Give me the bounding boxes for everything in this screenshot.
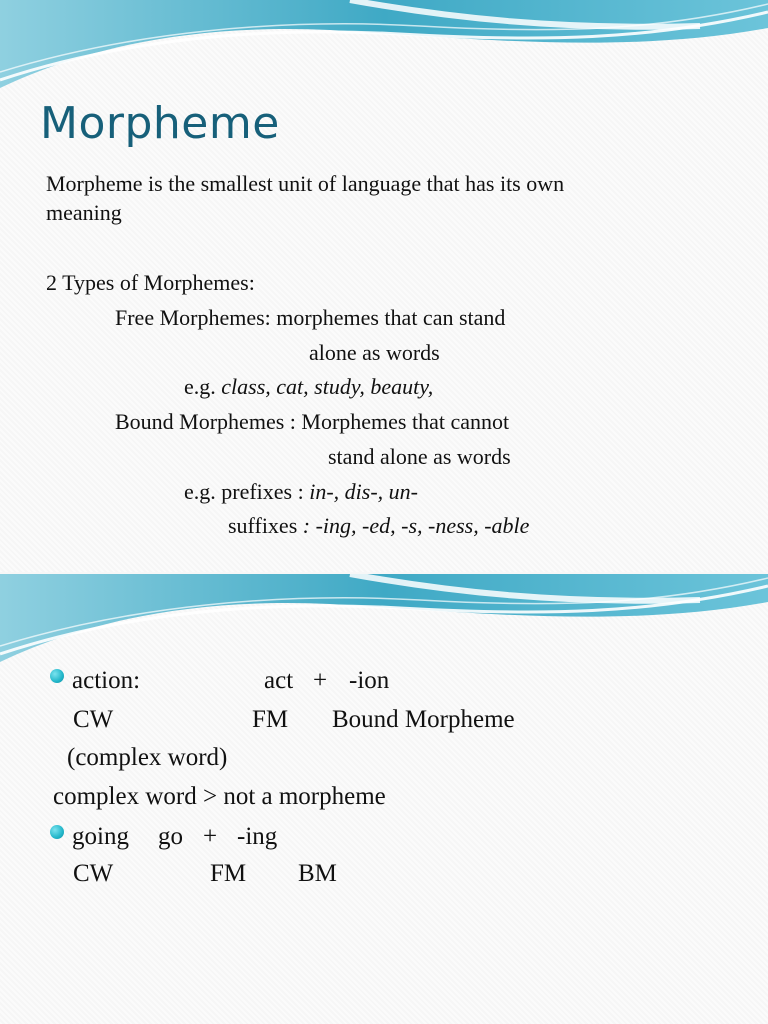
bound-suffixes bbox=[228, 513, 529, 539]
slide-2 bbox=[0, 574, 768, 1024]
example-2-word: going bbox=[72, 823, 129, 850]
example-prefix: e.g. bbox=[184, 374, 222, 399]
example-1-note: (complex word) bbox=[67, 744, 228, 771]
wave-decoration bbox=[0, 574, 768, 674]
example-1-plus: + bbox=[313, 667, 328, 694]
example-1-part-1: act bbox=[264, 667, 294, 694]
example-1-remark: complex word > not a morpheme bbox=[53, 783, 386, 810]
example-1-tag-cw: CW bbox=[73, 706, 114, 733]
bound-prefixes bbox=[184, 479, 418, 505]
bound-morpheme-line-2: stand alone as words bbox=[328, 444, 511, 469]
free-morpheme-examples bbox=[184, 374, 433, 400]
example-1-tag-bound: Bound Morpheme bbox=[332, 706, 515, 733]
example-2-plus: + bbox=[203, 823, 218, 850]
free-morpheme-line-2: alone as words bbox=[309, 340, 440, 365]
definition-line-1: Morpheme is the smallest unit of language that has its own bbox=[46, 171, 565, 196]
example-2-part-2: -ing bbox=[237, 823, 278, 850]
bullet-icon bbox=[50, 669, 64, 683]
example-1-tag-fm: FM bbox=[252, 706, 289, 733]
example-2-tag-bm: BM bbox=[298, 860, 337, 887]
example-1-part-2: -ion bbox=[349, 667, 390, 694]
slide-title: Morpheme bbox=[40, 98, 280, 149]
types-heading: 2 Types of Morphemes: bbox=[46, 270, 255, 295]
example-1-word: action: bbox=[72, 667, 141, 694]
example-2-part-1: go bbox=[158, 823, 183, 850]
wave-decoration bbox=[0, 0, 768, 100]
bullet-icon bbox=[50, 825, 64, 839]
free-examples: class, cat, study, beauty, bbox=[221, 374, 434, 399]
bound-morpheme-line-1: Bound Morphemes : Morphemes that cannot bbox=[115, 409, 510, 434]
prefixes-list: in-, dis-, un- bbox=[309, 479, 418, 504]
example-2-tag-cw: CW bbox=[73, 860, 114, 887]
definition-line-2: meaning bbox=[46, 200, 122, 225]
free-morpheme-line-1: Free Morphemes: morphemes that can stand bbox=[115, 305, 506, 330]
example-2-tag-fm: FM bbox=[210, 860, 247, 887]
prefixes-label: e.g. prefixes : bbox=[184, 479, 310, 504]
suffixes-label: suffixes bbox=[228, 513, 303, 538]
suffixes-list: : -ing, -ed, -s, -ness, -able bbox=[302, 513, 530, 538]
